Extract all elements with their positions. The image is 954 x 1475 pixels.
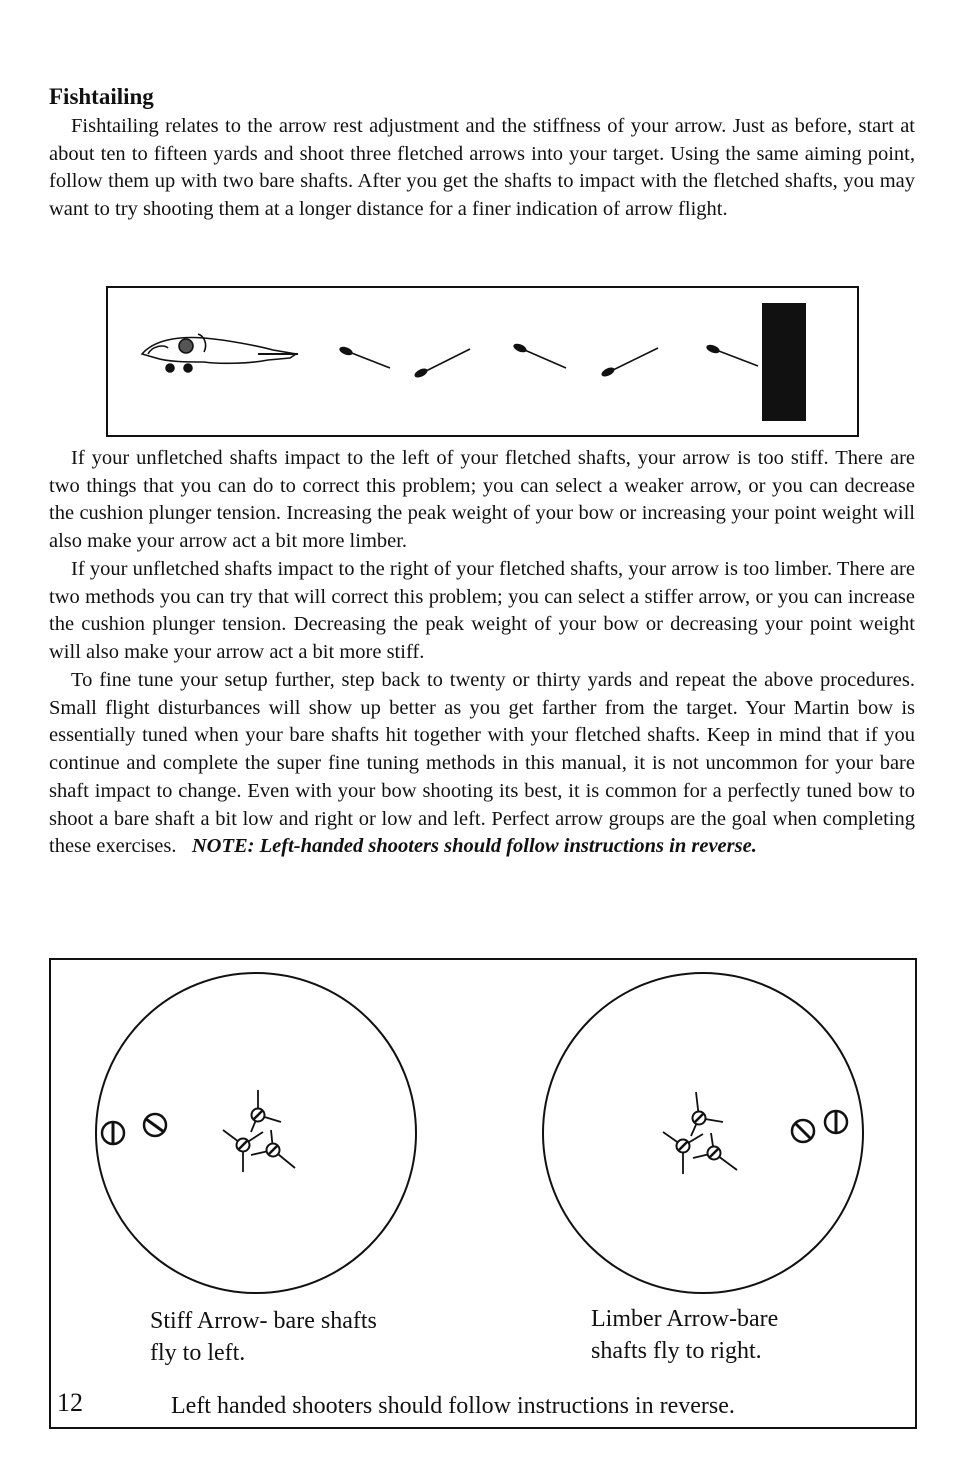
arrow-flight-illustration bbox=[106, 286, 859, 437]
arrow-1 bbox=[338, 345, 390, 368]
target-groupings-figure bbox=[49, 958, 917, 1429]
target-block bbox=[762, 303, 806, 421]
fine-tune-text: To fine tune your setup further, step back to twenty or thirty yards and repeat the above procedures. Small flight disturbances will show up better as you get farther from the target. Your Martin bow is essentially tuned when your bare shafts hit together with your fletched shafts. Keep in mind that if you continue and complete the super fine tuning methods in this manual, it is not uncommon for your bare shaft impact to change. Even with your bow shooting its best, it is common for a perfectly tuned bow to shoot a bare shaft a bit low and right or low and left. Perfect arrow groups are the goal when completing these exercises. bbox=[49, 669, 915, 858]
page-number: 12 bbox=[57, 1388, 83, 1417]
paragraph-intro: Fishtailing relates to the arrow rest adjustment and the stiffness of your arrow. Just as before, start at about ten to fifteen yards and shoot three fletched arrows into your target. Using the same aiming point, follow them up with two bare shafts. After you get the shafts to impact with the fletched shafts, you may want to try shooting them at a longer distance for a finer indication of arrow flight. bbox=[49, 115, 915, 221]
right-fletched-nocks bbox=[677, 1112, 721, 1160]
left-bare-shafts bbox=[102, 1114, 166, 1144]
section-heading: Fishtailing bbox=[49, 84, 154, 109]
arrow-5 bbox=[705, 343, 758, 366]
paragraph-fine-tune bbox=[49, 667, 915, 861]
right-bare-shafts bbox=[792, 1111, 847, 1142]
arrow-4 bbox=[600, 348, 658, 378]
paragraph-stiff-arrow: If your unfletched shafts impact to the left of your fletched shafts, your arrow is too stiff. There are two things that you can do to correct this problem; you can select a weaker arrow, or you can decrease the cushion plunger tension. Increasing the peak weight of your bow or increasing your point weight will also make your arrow act a bit more limber. bbox=[49, 447, 915, 553]
paragraph-limber-arrow: If your unfletched shafts impact to the right of your fletched shafts, your arrow is too limber. There are two methods you can try that will correct this problem; you can select a stiffer arrow, or you can increase the cushion plunger tension. Decreasing the peak weight of your bow or decreasing your point weight will also make your arrow act a bit more stiff. bbox=[49, 558, 915, 664]
left-target bbox=[96, 973, 416, 1293]
stiff-arrow-caption: Stiff Arrow- bare shafts fly to left. bbox=[150, 1308, 377, 1366]
arrow-2 bbox=[413, 349, 470, 379]
limber-arrow-caption: Limber Arrow-bare shafts fly to right. bbox=[591, 1306, 779, 1364]
left-handed-note: NOTE: Left-handed shooters should follow instructions in reverse. bbox=[191, 835, 757, 858]
fishtailing-arrow-flight-drawing bbox=[108, 288, 861, 439]
archer-figure bbox=[142, 334, 298, 372]
arrow-3 bbox=[512, 342, 566, 368]
right-fletched-group bbox=[663, 1092, 737, 1174]
left-fletched-nocks bbox=[237, 1109, 280, 1157]
right-target bbox=[543, 973, 863, 1293]
left-fletched-group bbox=[223, 1090, 295, 1172]
figure-footer-note: Left handed shooters should follow instructions in reverse. bbox=[171, 1393, 735, 1419]
